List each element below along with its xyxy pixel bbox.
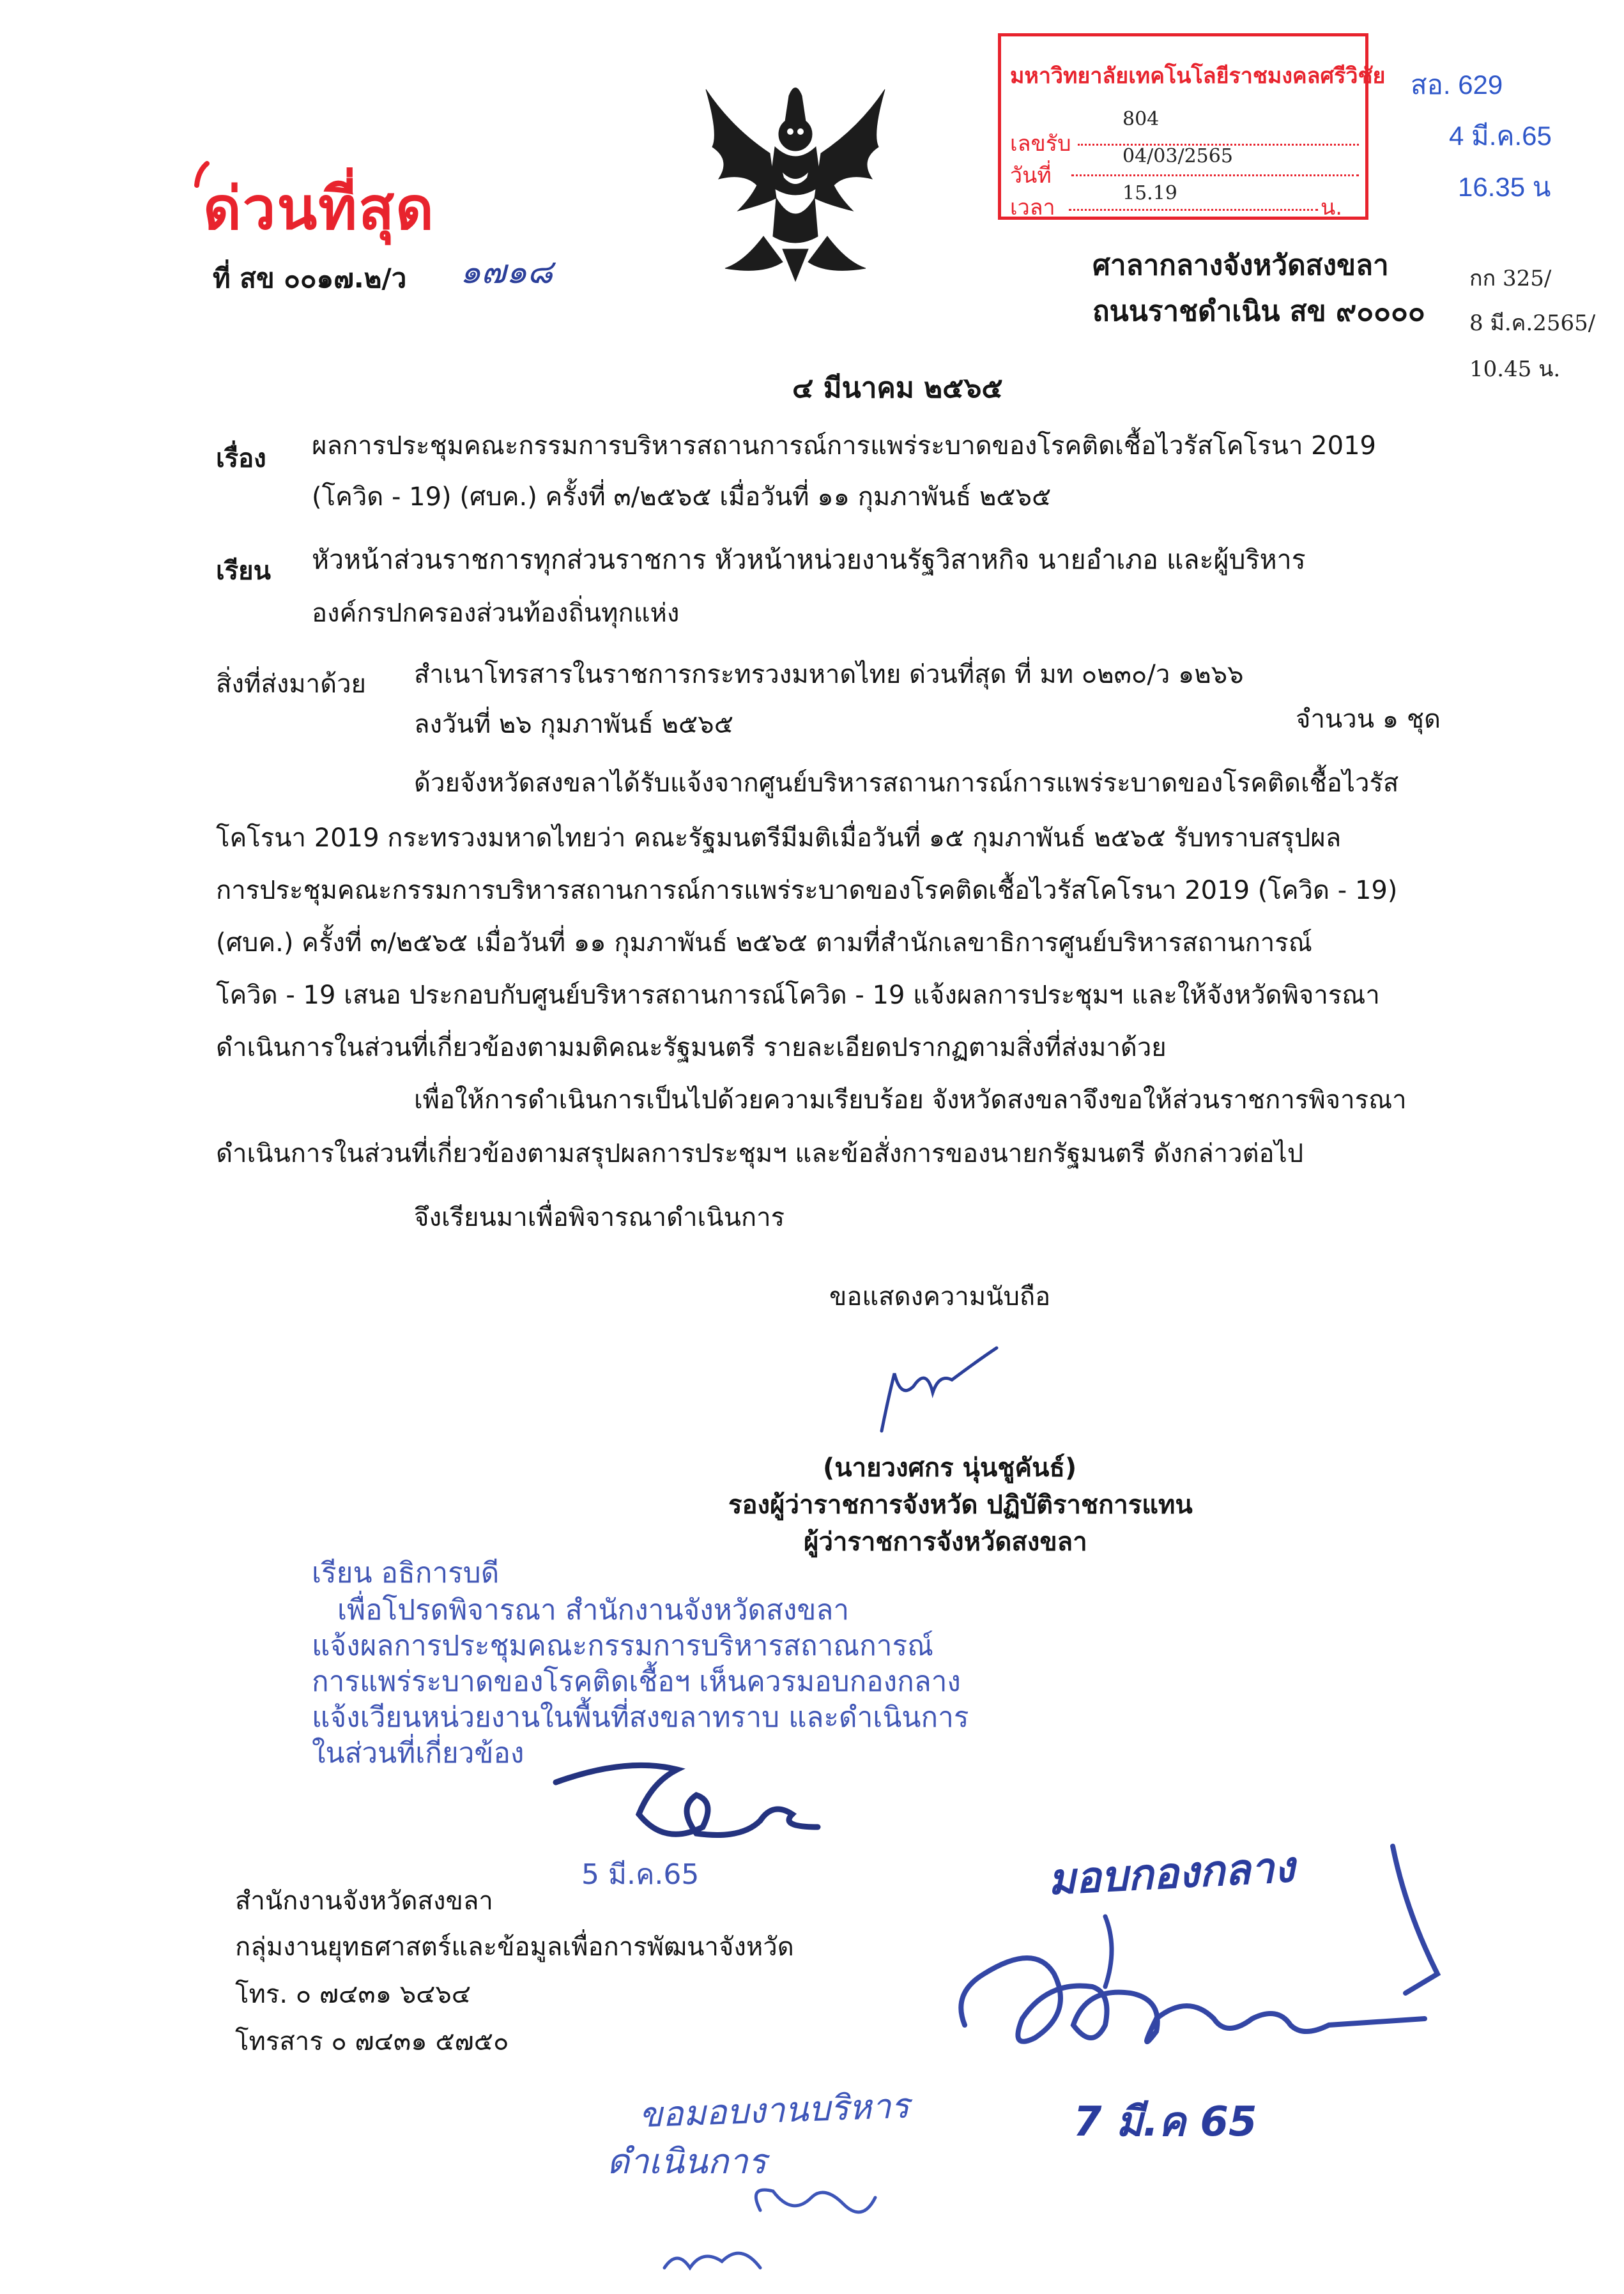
subject-label: เรื่อง [216, 444, 266, 473]
body-para2-line-1: เพื่อให้การดำเนินการเป็นไปด้วยความเรียบร้อย จังหวัดสงขลาจึงขอให้ส่วนราชการพิจารณา [414, 1085, 1407, 1115]
garuda-emblem-icon [693, 77, 898, 287]
handwritten-assign-date: 7 มี.ค 65 [1073, 2099, 1257, 2146]
org-address: ถนนราชดำเนิน สข ๙๐๐๐๐ [1092, 295, 1425, 328]
signer-title-1: รองผู้ว่าราชการจังหวัด ปฏิบัติราชการแทน [728, 1490, 1193, 1520]
receipt-note-blue-3: 16.35 น [1458, 172, 1551, 202]
handwritten-note-line-2: ดำเนินการ [607, 2141, 767, 2182]
letter-date: ๔ มีนาคม ๒๕๖๕ [792, 372, 1003, 404]
memo-line-4: การแพร่ระบาดของโรคติดเชื้อฯ เห็นควรมอบกองกลาง [312, 1665, 961, 1698]
stamp-time-value: 15.19 [1122, 182, 1177, 204]
stamp-number-value: 804 [1122, 108, 1160, 130]
body-para1-line-2: โคโรนา 2019 กระทรวงมหาดไทยว่า คณะรัฐมนตรีมีมติเมื่อวันที่ ๑๕ กุมภาพันธ์ ๒๕๖๕ รับทราบสรุปผล [216, 823, 1342, 853]
memo-line-2: เพื่อโปรดพิจารณา สำนักงานจังหวัดสงขลา [337, 1594, 850, 1626]
body-para1-line-1: ด้วยจังหวัดสงขลาได้รับแจ้งจากศูนย์บริหารสถานการณ์การแพร่ระบาดของโรคติดเชื้อไวรัส [414, 768, 1399, 798]
memo-signature [549, 1744, 831, 1859]
stamp-time-unit: น. [1321, 195, 1343, 220]
urgent-label: ด่วนที่สุด [203, 174, 435, 243]
recipient-line-2: องค์กรปกครองส่วนท้องถิ่นทุกแห่ง [312, 599, 680, 628]
contact-tel: โทร. ๐ ๗๔๓๑ ๖๔๖๔ [235, 1980, 471, 2009]
receipt-note-dark-2: 8 มี.ค.2565/ [1469, 310, 1596, 336]
subject-line-2: (โควิด - 19) (ศบค.) ครั้งที่ ๓/๒๕๖๕ เมื่อวันที่ ๑๑ กุมภาพันธ์ ๒๕๖๕ [312, 482, 1052, 512]
body-para1-line-6: ดำเนินการในส่วนที่เกี่ยวข้องตามมติคณะรัฐมนตรี รายละเอียดปรากฏตามสิ่งที่ส่งมาด้วย [216, 1033, 1167, 1062]
enclosure-line-1: สำเนาโทรสารในราชการกระทรวงมหาดไทย ด่วนที่สุด ที่ มท ๐๒๓๐/ว ๑๒๖๖ [414, 660, 1244, 689]
subject-line-1: ผลการประชุมคณะกรรมการบริหารสถานการณ์การแพร่ระบาดของโรคติดเชื้อไวรัสโคโรนา 2019 [312, 431, 1376, 461]
regards: ขอแสดงความนับถือ [829, 1282, 1051, 1311]
doc-number-handwritten: ๑๗๑๘ [460, 253, 553, 291]
receipt-note-dark-3: 10.45 น. [1469, 356, 1561, 382]
memo-date: 5 มี.ค.65 [581, 1858, 700, 1891]
stamp-date-value: 04/03/2565 [1122, 145, 1233, 167]
org-name: ศาลากลางจังหวัดสงขลา [1092, 249, 1389, 282]
handwritten-assign: มอบกองกลาง [1046, 1842, 1296, 1905]
receipt-note-blue-1: สอ. 629 [1411, 70, 1503, 100]
closing-line: จึงเรียนมาเพื่อพิจารณาดำเนินการ [414, 1203, 785, 1232]
memo-line-6: ในส่วนที่เกี่ยวข้อง [312, 1737, 525, 1770]
stamp-institution: มหาวิทยาลัยเทคโนโลยีราชมงคลศรีวิชัย [1010, 63, 1386, 89]
body-para1-line-5: โควิด - 19 เสนอ ประกอบกับศูนย์บริหารสถานการณ์โควิด - 19 แจ้งผลการประชุมฯ และให้จังหวัดพิจารณา [216, 981, 1380, 1010]
stamp-time-label: เวลา [1010, 195, 1055, 220]
recipient-label: เรียน [216, 556, 271, 586]
enclosure-label: สิ่งที่ส่งมาด้วย [216, 669, 366, 699]
receipt-stamp [998, 33, 1386, 220]
memo-line-5: แจ้งเวียนหน่วยงานในพื้นที่สงขลาทราบ และดำเนินการ [312, 1701, 969, 1734]
recipient-line-1: หัวหน้าส่วนราชการทุกส่วนราชการ หัวหน้าหน่วยงานรัฐวิสาหกิจ นายอำเภอ และผู้บริหาร [312, 544, 1306, 575]
memo-line-3: แจ้งผลการประชุมคณะกรรมการบริหารสถาณการณ์ [312, 1630, 933, 1662]
signer-name: (นายวงศกร นุ่นชูคันธ์) [823, 1453, 1077, 1483]
receipt-note-dark-1: กก 325/ [1469, 266, 1552, 291]
contact-office: สำนักงานจังหวัดสงขลา [235, 1886, 493, 1916]
enclosure-line-2: ลงวันที่ ๒๖ กุมภาพันธ์ ๒๕๖๕ [414, 710, 733, 739]
handwritten-note-scribble [652, 2172, 882, 2281]
handwritten-note-line-1: ขอมอบงานบริหาร [638, 2085, 910, 2136]
signature-scribble [869, 1335, 1022, 1437]
doc-number: ที่ สข ๐๐๑๗.๒/ว [213, 263, 407, 294]
contact-unit: กลุ่มงานยุทธศาสตร์และข้อมูลเพื่อการพัฒนาจังหวัด [235, 1932, 794, 1962]
enclosure-quantity: จำนวน ๑ ชุด [1296, 705, 1441, 734]
receipt-note-blue-2: 4 มี.ค.65 [1449, 121, 1552, 151]
body-para1-line-4: (ศบค.) ครั้งที่ ๓/๒๕๖๕ เมื่อวันที่ ๑๑ กุมภาพันธ์ ๒๕๖๕ ตามที่สำนักเลขาธิการศูนย์บริหารสถานการณ์ [216, 928, 1312, 958]
director-signature [946, 1833, 1431, 2102]
urgent-tick-mark [192, 160, 211, 192]
contact-fax: โทรสาร ๐ ๗๔๓๑ ๕๗๕๐ [235, 2027, 509, 2056]
body-para1-line-3: การประชุมคณะกรรมการบริหารสถานการณ์การแพร่ระบาดของโรคติดเชื้อไวรัสโคโรนา 2019 (โควิด - 19) [216, 876, 1398, 905]
memo-line-1: เรียน อธิการบดี [312, 1557, 500, 1589]
stamp-date-label: วันที่ [1010, 163, 1052, 188]
signer-title-2: ผู้ว่าราชการจังหวัดสงขลา [804, 1527, 1087, 1557]
body-para2-line-2: ดำเนินการในส่วนที่เกี่ยวข้องตามสรุปผลการประชุมฯ และข้อสั่งการของนายกรัฐมนตรี ดังกล่าวต่อไป [216, 1139, 1304, 1168]
stamp-number-label: เลขรับ [1010, 131, 1071, 157]
